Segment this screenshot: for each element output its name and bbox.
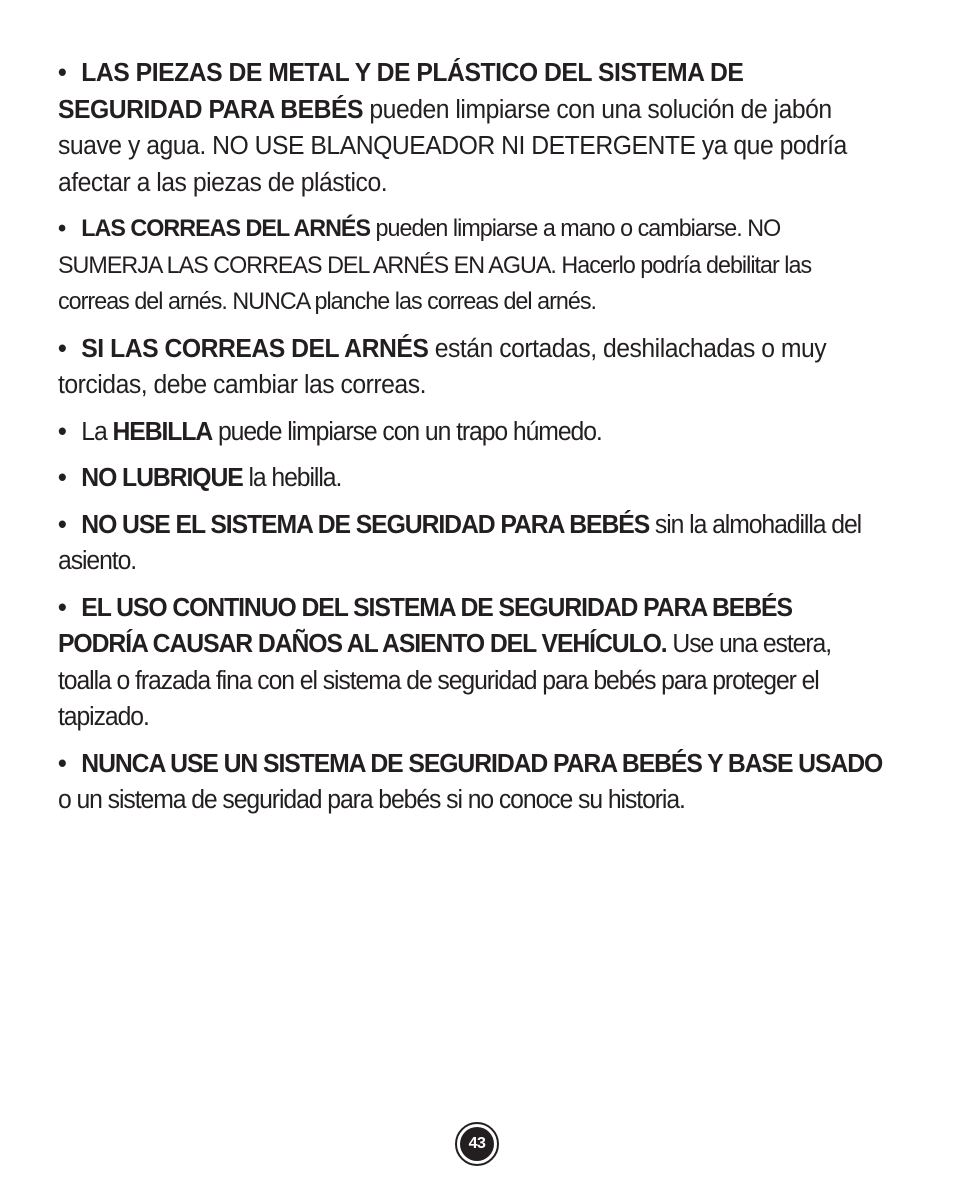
bullet-icon: • <box>58 749 66 778</box>
bullet-icon: • <box>58 417 66 446</box>
item-bold-text: LAS PIEZAS DE METAL Y DE PLÁSTICO DEL SISTEMA DE SEGURIDAD PARA BEBÉS <box>58 59 744 124</box>
item-bold-text: NUNCA USE UN SISTEMA DE SEGURIDAD PARA BEBÉS Y BASE USADO <box>81 749 883 778</box>
list-item-metal-plastic-parts <box>58 55 883 201</box>
item-bold-text: NO USE EL SISTEMA DE SEGURIDAD PARA BEBÉS <box>81 510 650 539</box>
item-bold-text: SI LAS CORREAS DEL ARNÉS <box>81 334 429 363</box>
list-item-harness-straps-cleaning <box>58 211 883 321</box>
item-text: pueden limpiarse a mano o cambiarse. NO SUMERJA LAS CORREAS DEL ARNÉS EN AGUA. Hacerlo podría debilitar las correas del arnés. NUNCA planche las correas del arnés. <box>58 215 812 315</box>
bullet-icon: • <box>58 215 66 242</box>
item-bold-text: NO LUBRIQUE <box>81 464 243 492</box>
list-item-vehicle-seat-damage <box>58 590 883 736</box>
list-item-no-lubricate <box>58 460 883 497</box>
item-text: la hebilla. <box>242 464 342 492</box>
item-text: pueden limpiarse con una solución de jabón suave y agua. NO USE BLANQUEADOR NI DETERGENTE ya que podría afectar a las piezas de plástico. <box>58 95 847 197</box>
list-item-used-seat-warning <box>58 746 883 819</box>
item-bold-text: HEBILLA <box>112 417 213 446</box>
instructions-page <box>58 55 908 829</box>
page-number-badge <box>455 1122 499 1166</box>
item-text: están cortadas, deshilachadas o muy torcidas, debe cambiar las correas. <box>58 334 827 399</box>
list-item-seat-pad <box>58 507 883 580</box>
list-item-damaged-straps <box>58 331 883 404</box>
bullet-icon: • <box>58 593 66 622</box>
bullet-icon: • <box>58 334 67 363</box>
item-text: sin la almohadilla del asiento. <box>58 510 862 575</box>
item-text: Use una estera, toalla o frazada fina con el sistema de seguridad para bebés para proteger el tapizado. <box>58 630 832 731</box>
page-number: 43 <box>460 1127 494 1161</box>
list-item-buckle-cleaning <box>58 414 883 451</box>
item-bold-text: LAS CORREAS DEL ARNÉS <box>81 215 371 242</box>
item-bold-text: EL USO CONTINUO DEL SISTEMA DE SEGURIDAD PARA BEBÉS PODRÍA CAUSAR DAÑOS AL ASIENTO DEL VEHÍCULO. <box>58 593 792 658</box>
bullet-icon: • <box>58 464 66 492</box>
bullet-icon: • <box>58 59 67 87</box>
item-text: puede limpiarse con un trapo húmedo. <box>212 417 602 446</box>
bullet-icon: • <box>58 510 66 539</box>
item-prefix-text: La <box>81 417 113 446</box>
item-text: o un sistema de seguridad para bebés si no conoce su historia. <box>58 786 685 814</box>
